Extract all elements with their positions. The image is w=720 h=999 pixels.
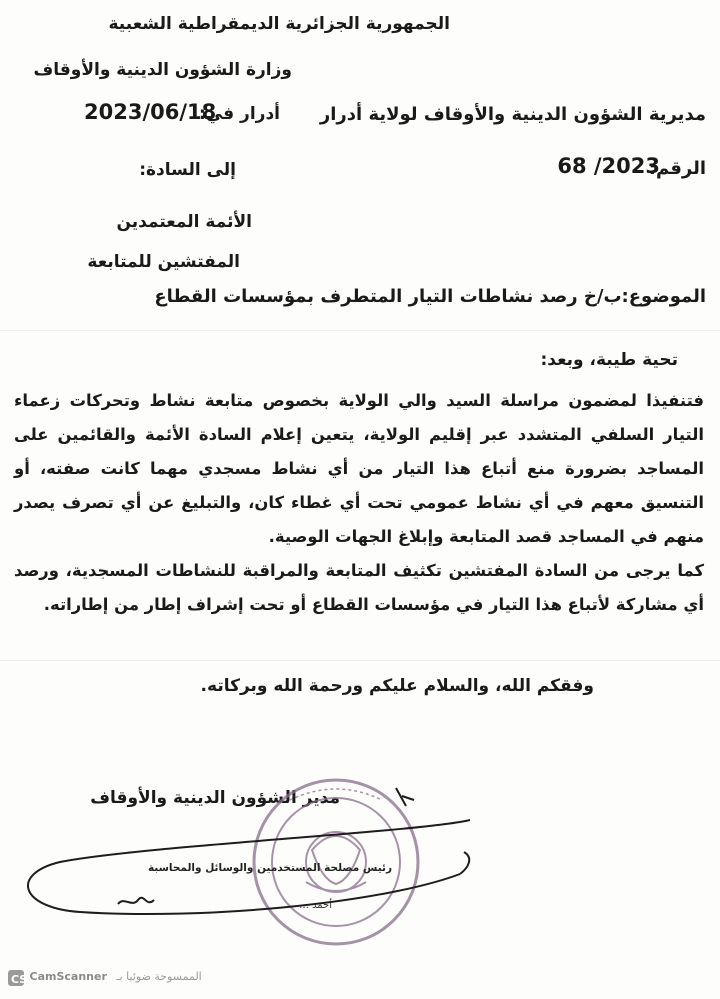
directorate-line: مديرية الشؤون الدينية والأوقاف لولاية أدرار [319, 104, 706, 125]
greeting: تحية طيبة، وبعد: [540, 350, 678, 370]
addressee-label: إلى السادة: [139, 160, 236, 180]
svg-text:CS: CS [11, 973, 28, 986]
signature-name: أحمد ... [299, 900, 332, 911]
country-header: الجمهورية الجزائرية الديمقراطية الشعبية [108, 14, 450, 34]
scanner-app-name: CamScanner [29, 970, 107, 983]
body-paragraph-1: فتنفيذا لمضمون مراسلة السيد والي الولاية بخصوص متابعة نشاط وتحركات زعماء التيار السلفي المتشدد عبر إقليم الولاية، يتعين إعلام السادة الأئمة والقائمين على المساجد بضرورة منع أتباع هذا التيار من أي نشاط مسجدي مهما كانت صفته، أو التنسيق معهم في أي نشاط عمومي تحت أي غطاء كان، والتبليغ عن أي تصرف يصدر منهم في المساجد قصد المتابعة وإبلاغ الجهات الوصية. [14, 391, 704, 546]
closing-line: وفقكم الله، والسلام عليكم ورحمة الله وبركاته. [200, 676, 594, 696]
handwritten-signature [28, 788, 470, 914]
recipient-imams: الأئمة المعتمدين [116, 212, 252, 232]
subject-line: الموضوع:ب/خ رصد نشاطات التيار المتطرف بمؤسسات القطاع [154, 286, 706, 307]
signature-subtitle: رئيس مصلحة المستخدمين والوسائل والمحاسبة [147, 862, 392, 874]
scanner-caption: الممسوحة ضوئيا بـ [116, 970, 202, 983]
document-date: 2023/06/18 [84, 100, 217, 124]
signatory-title: مدير الشؤون الدينية والأوقاف [90, 788, 340, 808]
recipient-inspectors: المفتشين للمتابعة [87, 252, 240, 272]
reference-label: الرقم: [648, 158, 706, 179]
reference-number: 68 /2023 [557, 154, 660, 178]
ministry-header: وزارة الشؤون الدينية والأوقاف [33, 60, 292, 80]
scanner-watermark [8, 970, 202, 983]
body-paragraph-2: كما يرجى من السادة المفتشين تكثيف المتابعة والمراقبة للنشاطات المسجدية، ورصد أي مشاركة لأتباع هذا التيار في مؤسسات القطاع أو تحت إشراف إطار من إطاراته. [14, 561, 704, 614]
place-label: أدرار في: [199, 104, 280, 124]
